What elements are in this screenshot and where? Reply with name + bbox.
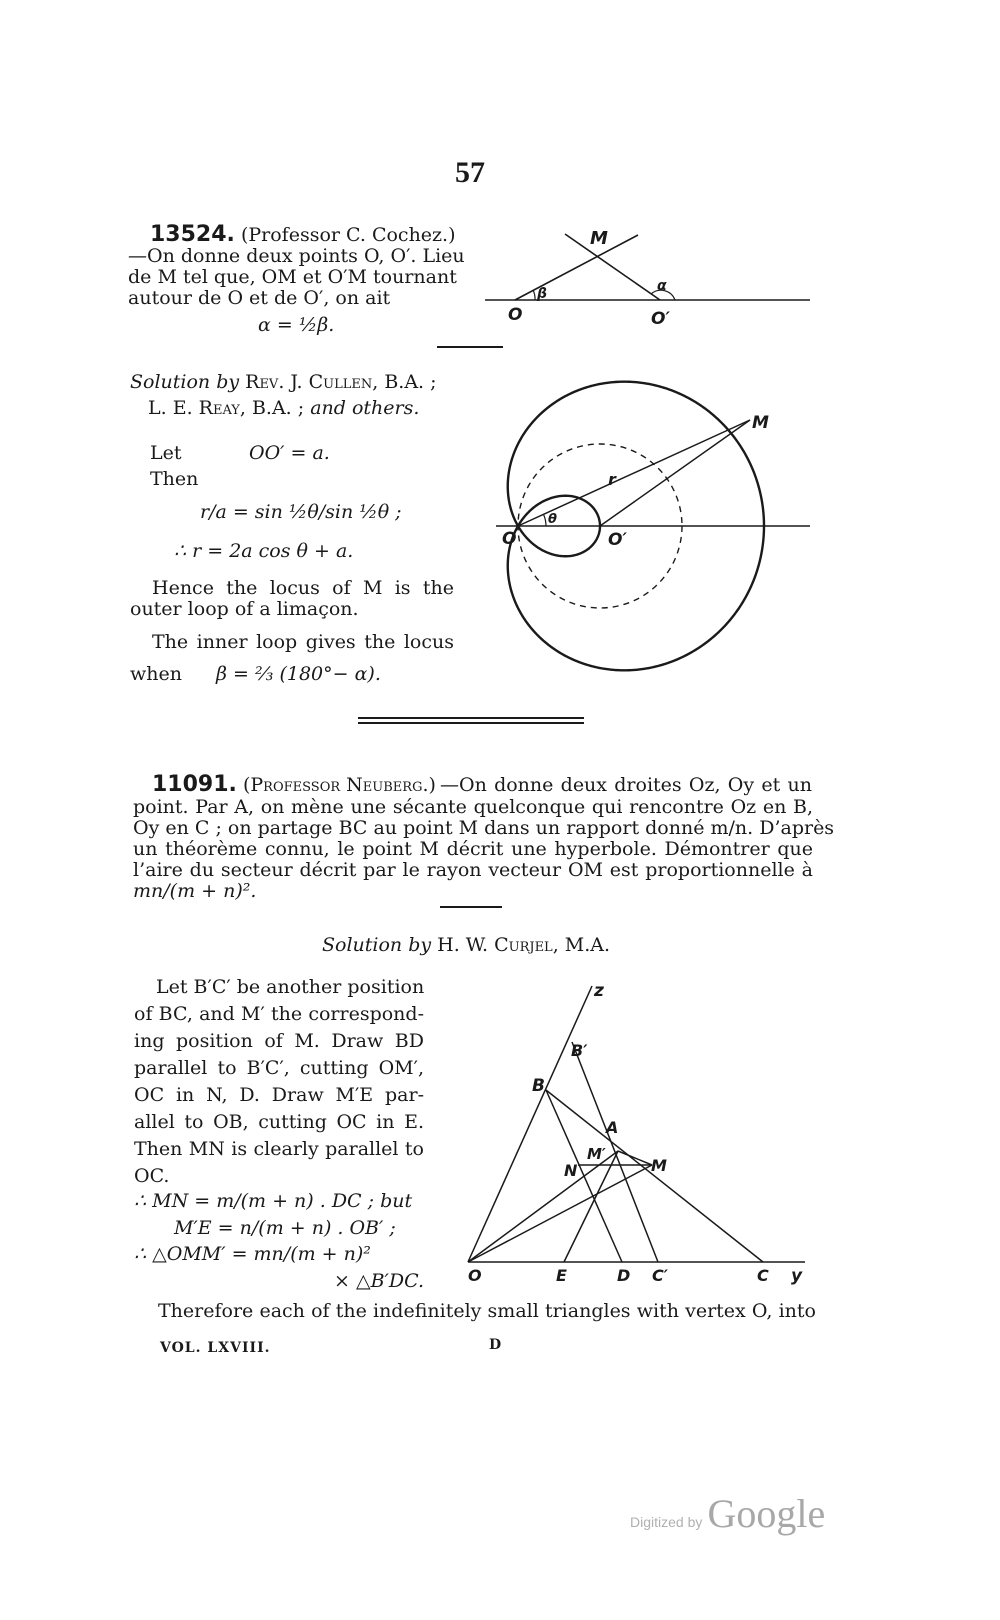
solution-2-author: H. W. Curjel, M.A. xyxy=(437,934,611,956)
problem-2-proposer: (Professor Neuberg.) xyxy=(242,774,436,796)
problem-1-line-1: —On donne deux points O, O′. Lieu xyxy=(128,245,465,267)
solution-1-when: when xyxy=(130,663,182,685)
solution-1-equation-2: ∴ r = 2a cos θ + a. xyxy=(174,540,354,562)
solution-1-heading-1 xyxy=(130,371,437,393)
solution-1-hence-line-1: Hence the locus of M is the xyxy=(152,577,454,599)
solution-2-line-3: ing position of M. Draw BD xyxy=(134,1030,424,1052)
figure-3-label-o: O xyxy=(468,1266,482,1285)
figure-2-radius-om xyxy=(518,420,750,526)
problem-2-line-5: l’aire du secteur décrit par le rayon vecteur OM est proportionnelle à xyxy=(133,859,813,881)
problem-2-number: 11091. xyxy=(152,772,237,797)
problem-2-line-2: point. Par A, on mène une sécante quelconque qui rencontre Oz en B, xyxy=(133,796,813,818)
figure-3-label-n: N xyxy=(564,1161,578,1180)
solution-2-equation-1: ∴ MN = m/(m + n) . DC ; but xyxy=(134,1190,413,1212)
figure-2-label-r: r xyxy=(608,470,616,489)
digitized-by-google-watermark xyxy=(630,1490,825,1537)
solution-2-equation-3: ∴ △OMM′ = mn/(m + n)² xyxy=(134,1243,371,1265)
double-divider-bottom xyxy=(358,722,584,724)
solution-2-line-oc: OC. xyxy=(134,1165,170,1187)
solution-1-then: Then xyxy=(150,468,199,490)
figure-2-label-theta: θ xyxy=(548,512,557,527)
problem-2-line-4: un théorème connu, le point M décrit une hyperbole. Démontrer que xyxy=(133,838,813,860)
figure-1-angle-diagram xyxy=(480,222,815,332)
solution-1-when-equation: β = ⅔ (180°− α). xyxy=(216,663,381,685)
figure-3-label-b-prime: B′ xyxy=(571,1041,588,1060)
footer-volume: VOL. LXVIII. xyxy=(160,1340,271,1356)
solution-1-others: and others. xyxy=(310,397,420,419)
figure-2-limacon xyxy=(490,370,820,690)
divider-short-2 xyxy=(440,906,502,908)
figure-3-label-b: B xyxy=(532,1076,545,1096)
footer-signature: D xyxy=(489,1337,502,1353)
figure-3-label-a: A xyxy=(606,1118,619,1137)
figure-3-label-d: D xyxy=(617,1266,631,1285)
figure-3-line-om2 xyxy=(468,1151,618,1262)
google-logo: Google xyxy=(707,1491,826,1536)
figure-3-line-b2c2 xyxy=(572,1042,658,1262)
problem-2-last-line: mn/(m + n)². xyxy=(133,880,257,902)
solution-2-line-6: allel to OB, cutting OC in E. xyxy=(134,1111,424,1133)
figure-3-line-bc xyxy=(546,1090,763,1262)
problem-1-number: 13524. xyxy=(150,222,235,247)
problem-1-header xyxy=(150,224,456,246)
figure-2-theta-arc xyxy=(544,514,547,526)
figure-1-label-beta: β xyxy=(537,286,548,302)
solution-2-line-7: Then MN is clearly parallel to xyxy=(134,1138,424,1160)
page-number: 57 xyxy=(455,156,485,189)
double-divider-top xyxy=(358,717,584,719)
figure-1-beta-arc xyxy=(533,290,535,300)
problem-2-line-3: Oy en C ; on partage BC au point M dans un rapport donné m/n. D’après xyxy=(133,817,835,839)
figure-3-label-y: y xyxy=(791,1266,803,1286)
solution-2-equation-4: × △B′DC. xyxy=(334,1270,424,1292)
problem-1-line-2: de M tel que, OM et O′M tournant xyxy=(128,266,457,288)
figure-2-label-o: O xyxy=(502,529,517,549)
solution-2-therefore-line: Therefore each of the indefinitely small triangles with vertex O, into xyxy=(158,1300,816,1322)
solution-1-hence-line-2: outer loop of a limaçon. xyxy=(130,598,359,620)
solution-1-heading-prefix: Solution by xyxy=(130,371,240,393)
figure-2-label-o-prime: O′ xyxy=(608,530,627,550)
figure-2-line-o2m xyxy=(600,420,750,526)
figure-3-triangle-construction xyxy=(460,978,815,1288)
solution-1-let-equation: OO′ = a. xyxy=(249,442,330,464)
solution-2-equation-2: M′E = n/(m + n) . OB′ ; xyxy=(174,1217,396,1239)
solution-2-line-4: parallel to B′C′, cutting OM′, xyxy=(134,1057,424,1079)
watermark-prefix: Digitized by xyxy=(630,1514,703,1530)
figure-1-label-m: M xyxy=(590,228,608,249)
figure-3-line-oz xyxy=(468,986,592,1262)
figure-3-label-m: M xyxy=(651,1156,667,1175)
solution-2-line-2: of BC, and M′ the correspond- xyxy=(134,1003,424,1025)
figure-3-line-m2m xyxy=(618,1151,652,1165)
solution-2-line-5: OC in N, D. Draw M′E par- xyxy=(134,1084,424,1106)
problem-1-line-3: autour de O et de O′, on ait xyxy=(128,287,391,309)
solution-1-authors-1: Rev. J. Cullen, B.A. ; xyxy=(245,371,437,393)
figure-3-label-m-prime: M′ xyxy=(587,1145,606,1163)
figure-1-label-o-prime: O′ xyxy=(651,309,670,329)
figure-3-label-c-prime: C′ xyxy=(652,1266,668,1285)
figure-3-label-e: E xyxy=(556,1266,567,1285)
figure-2-label-m: M xyxy=(752,413,769,433)
figure-3-label-z: z xyxy=(594,981,604,1001)
solution-1-heading-2 xyxy=(148,397,419,419)
problem-2-line-1: —On donne deux droites Oz, Oy et un xyxy=(440,774,812,796)
solution-1-inner-loop-line: The inner loop gives the locus xyxy=(152,631,454,653)
figure-1-label-alpha: α xyxy=(657,278,667,294)
problem-1-equation: α = ½β. xyxy=(258,314,335,336)
problem-2-header xyxy=(152,774,436,796)
figure-3-line-om xyxy=(468,1165,652,1262)
solution-1-equation-1: r/a = sin ½θ/sin ½θ ; xyxy=(200,501,402,523)
figure-1-label-o: O xyxy=(508,305,523,325)
figure-3-label-c: C xyxy=(757,1266,769,1285)
solution-1-let: Let xyxy=(150,442,182,464)
figure-1-line-o2m xyxy=(565,234,660,300)
solution-2-line-1: Let B′C′ be another position xyxy=(156,976,425,998)
solution-2-heading xyxy=(322,934,610,956)
solution-1-authors-2: L. E. Reay, B.A. ; xyxy=(148,397,305,419)
divider-short-1 xyxy=(437,346,503,348)
problem-1-proposer: (Professor C. Cochez.) xyxy=(240,224,456,246)
solution-2-heading-prefix: Solution by xyxy=(322,934,432,956)
